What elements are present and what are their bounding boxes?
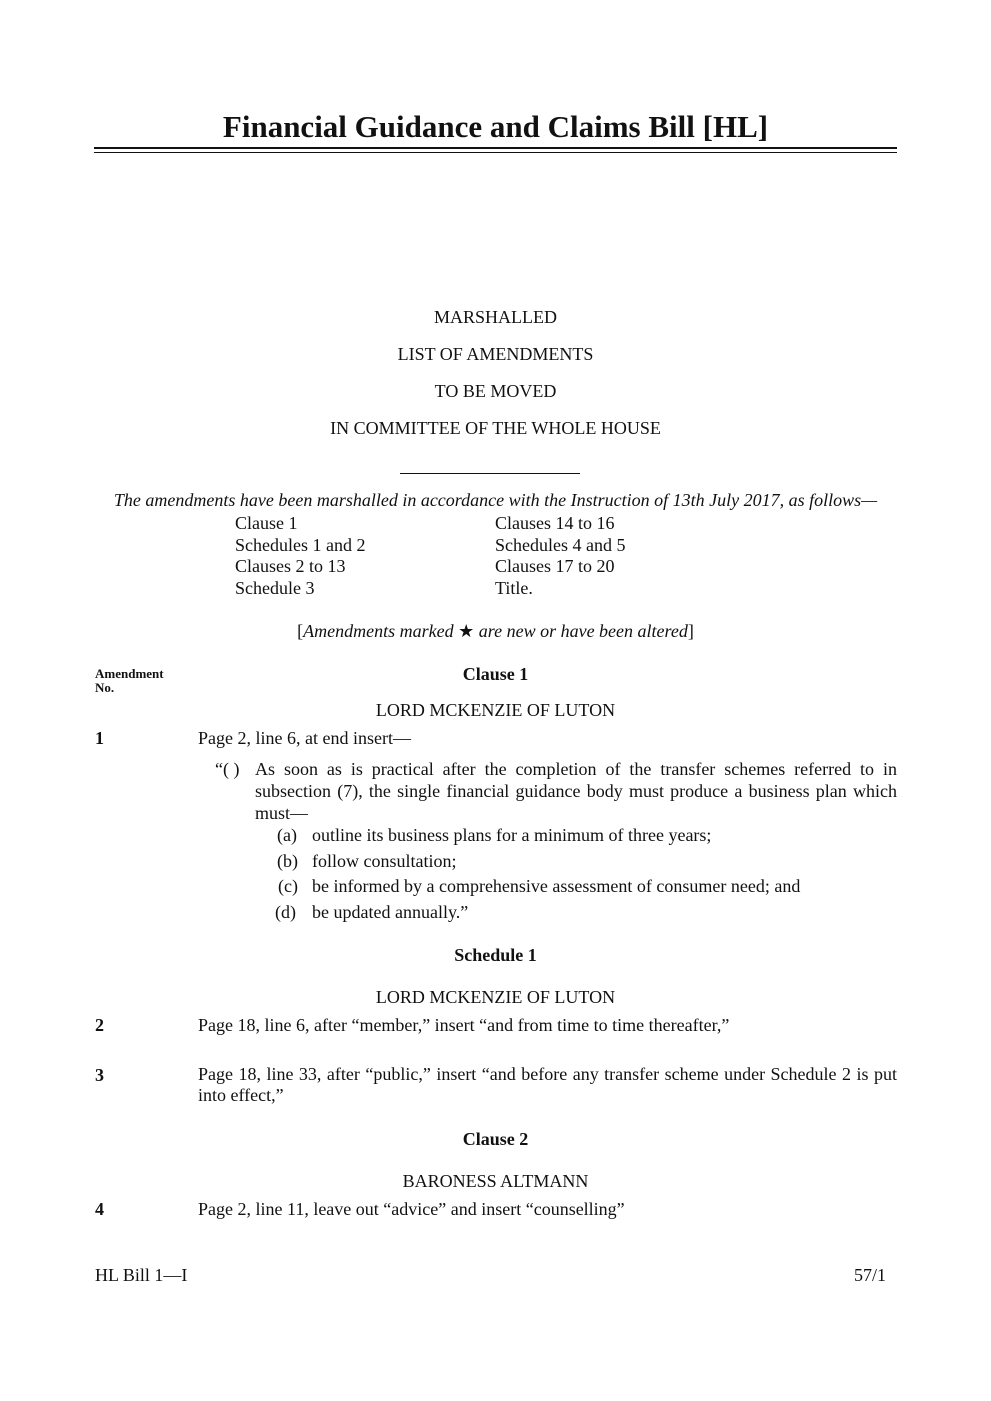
item-label: (a) [277,825,297,845]
mover-name: BARONESS ALTMANN [402,1171,589,1191]
amendment-text: Page 2, line 6, at end insert— [198,728,411,748]
order-item: Schedules 1 and 2 [235,535,366,555]
order-item: Schedule 3 [235,578,315,598]
order-item: Clauses 14 to 16 [495,513,615,533]
order-item: Title. [495,578,533,598]
mover-name: LORD MCKENZIE OF LUTON [375,987,616,1007]
item-label: (c) [278,876,298,896]
amendment-number: 4 [95,1199,104,1219]
item-text: follow consultation; [312,851,457,871]
order-item: Clauses 2 to 13 [235,556,346,576]
item-text: outline its business plans for a minimum of three years; [312,825,712,845]
title-rule-thin [94,152,897,153]
item-text: be updated annually.” [312,902,469,922]
insert-lead: “( ) [215,759,240,779]
section-heading: Schedule 1 [454,945,537,965]
heading-line: MARSHALLED [433,307,557,327]
order-item: Schedules 4 and 5 [495,535,626,555]
amendment-text: Page 18, line 6, after “member,” insert “and from time to time thereafter,” [198,1015,730,1035]
amendment-header: Amendment [95,666,164,681]
amendment-text: Page 18, line 33, after “public,” insert “and before any transfer scheme under Schedule 2 is put into effect,” [198,1064,897,1105]
section-heading: Clause 2 [462,1129,529,1149]
mover-name: LORD MCKENZIE OF LUTON [375,700,616,720]
amendment-text: Page 2, line 11, leave out “advice” and insert “counselling” [198,1199,625,1219]
amendment-number: 2 [95,1015,104,1035]
document-title: Financial Guidance and Claims Bill [HL] [222,109,769,144]
amendment-header: No. [95,680,115,695]
instruction-text: The amendments have been marshalled in accordance with the Instruction of 13th July 2017, as follows— [113,490,878,510]
order-item: Clauses 17 to 20 [495,556,615,576]
amendment-number: 3 [95,1065,104,1085]
item-label: (b) [277,851,298,871]
amendment-note [0,620,991,642]
bracket: ] [687,621,694,641]
bracket: [ [297,621,304,641]
note-text: are new or have been altered [478,621,688,641]
item-text: be informed by a comprehensive assessment of consumer need; and [312,876,801,896]
divider [400,473,580,474]
note-text: Amendments marked [303,621,454,641]
heading-line: LIST OF AMENDMENTS [397,344,594,364]
heading-line: IN COMMITTEE OF THE WHOLE HOUSE [330,418,661,438]
section-heading: Clause 1 [462,664,529,684]
item-label: (d) [275,902,296,922]
footer-page-ref: 57/1 [853,1265,886,1285]
star-icon: ★ [458,621,475,641]
heading-line: TO BE MOVED [434,381,557,401]
footer-bill-ref: HL Bill 1—I [95,1265,188,1285]
title-rule-thick [94,147,897,149]
order-item: Clause 1 [235,513,298,533]
insert-body: As soon as is practical after the completion of the transfer schemes referred to in subsection (7), the single financial guidance body must produce a business plan which must— [255,759,897,823]
amendment-number: 1 [95,728,104,748]
